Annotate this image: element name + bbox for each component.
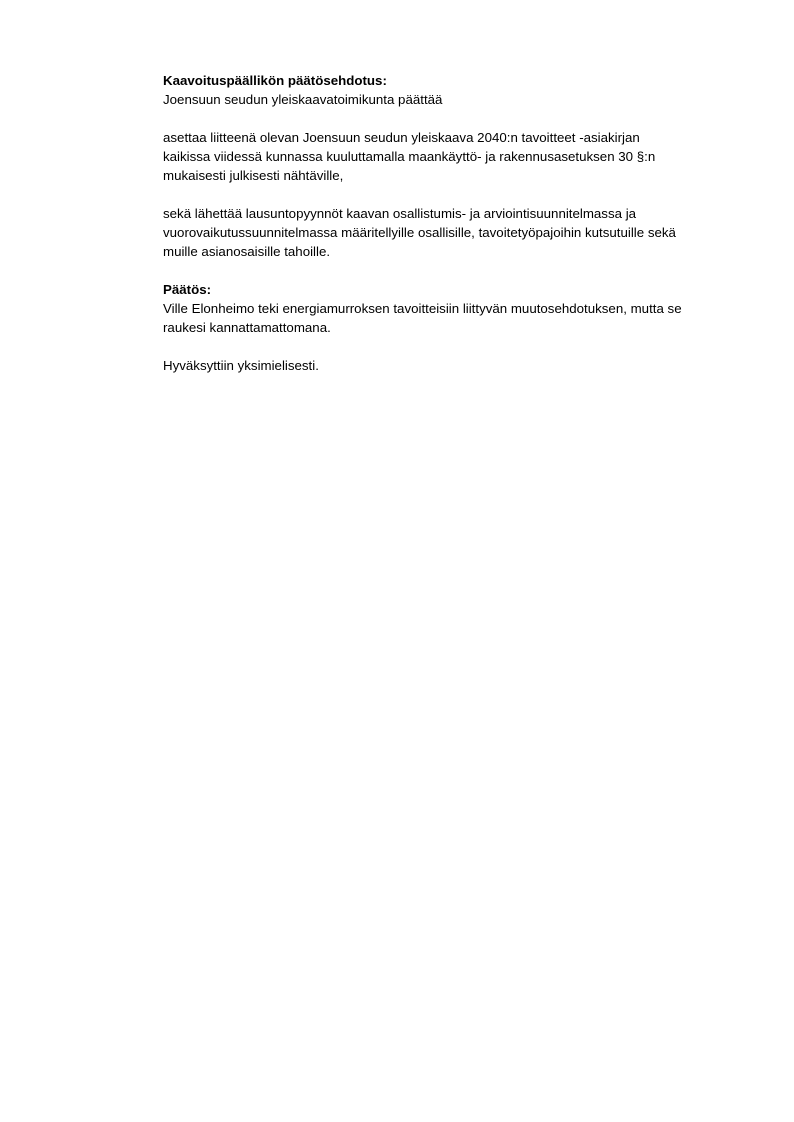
document-page — [163, 71, 748, 375]
proposal-paragraph-2 — [163, 204, 748, 261]
paragraph-line: Ville Elonheimo teki energiamurroksen tavoitteisiin liittyvän muutosehdotuksen, mutta se — [163, 301, 682, 316]
paragraph-line: raukesi kannattamattomana. — [163, 320, 331, 335]
spacer — [163, 337, 748, 356]
proposal-subject: Joensuun seudun yleiskaavatoimikunta päättää — [163, 92, 443, 107]
paragraph-line: vuorovaikutussuunnitelmassa määritellyille osallisille, tavoitetyöpajoihin kutsutuille sekä — [163, 225, 676, 240]
decision-heading: Päätös: — [163, 282, 212, 297]
paragraph-line: asettaa liitteenä olevan Joensuun seudun yleiskaava 2040:n tavoitteet -asiakirjan — [163, 130, 640, 145]
spacer — [163, 261, 748, 280]
paragraph-line: mukaisesti julkisesti nähtäville, — [163, 168, 344, 183]
decision-result: Hyväksyttiin yksimielisesti. — [163, 358, 319, 373]
decision-paragraph — [163, 299, 748, 337]
proposal-paragraph-1 — [163, 128, 748, 185]
proposal-heading: Kaavoituspäällikön päätösehdotus: — [163, 73, 387, 88]
paragraph-line: muille asianosaisille tahoille. — [163, 244, 331, 259]
spacer — [163, 185, 748, 204]
paragraph-line: sekä lähettää lausuntopyynnöt kaavan osallistumis- ja arviointisuunnitelmassa ja — [163, 206, 637, 221]
paragraph-line: kaikissa viidessä kunnassa kuuluttamalla maankäyttö- ja rakennusasetuksen 30 §:n — [163, 149, 656, 164]
spacer — [163, 109, 748, 128]
